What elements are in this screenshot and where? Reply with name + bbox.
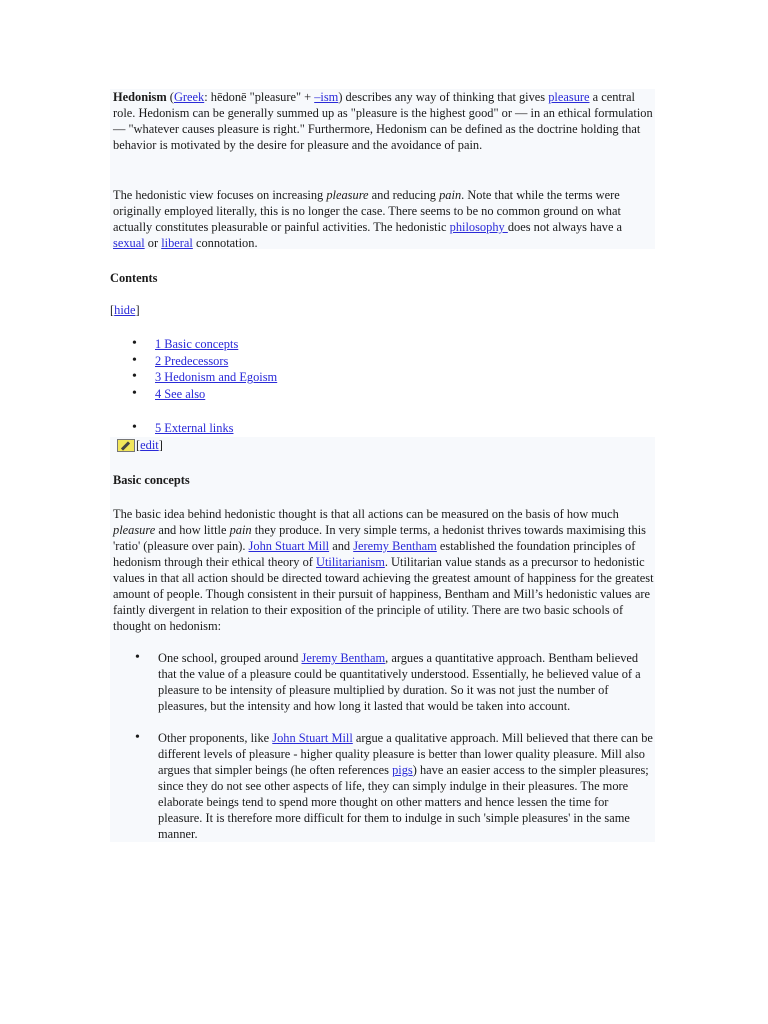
- toc-item: [110, 420, 355, 437]
- toc-link-basic-concepts[interactable]: 1 Basic concepts: [155, 337, 239, 351]
- em-pain: pain: [439, 188, 462, 202]
- hide-link[interactable]: hide: [114, 303, 136, 317]
- text: and: [329, 539, 354, 553]
- text: connotation.: [192, 236, 258, 250]
- text: argue a qualitative approach. Mill believed that there can be different levels of pleasure - higher quality pleasure is better than lower quality pleasure. Mill also argues that simpler beings (he often references: [158, 731, 653, 777]
- section-heading: Basic concepts: [113, 473, 190, 487]
- text: , argues a quantitative approach. Bentham believed that the value of a pleasure could be quantitatively understood. Essentially, he believed value of a pleasure to be intensity of pleasure multiplied by duration. So it was not just the number of pleasures, but the intensity and how long it lasted that would be taken into account.: [158, 651, 641, 713]
- text: The hedonistic view focuses on increasing: [113, 188, 327, 202]
- text: and how little: [155, 523, 230, 537]
- toc-toggle: [110, 302, 140, 318]
- intro-section: [110, 89, 655, 249]
- bracket-close: ]: [158, 438, 163, 452]
- schools-list: [135, 730, 655, 842]
- table-of-contents: [110, 336, 278, 435]
- bracket-open: [: [110, 303, 115, 317]
- text: ) describes any way of thinking that gives: [338, 90, 549, 104]
- text: . Utilitarian value stands as a precursor to hedonistic values in that all action should be directed toward achieving the greatest amount of happiness for the greatest amount of people. Though consistent in their pursuit of happiness, Bentham and Mill’s hedonistic values are faintly divergent in relation to their exposition of the principle of utility. There are two basic schools of thought on hedonism:: [113, 555, 654, 633]
- edit-icon[interactable]: [117, 439, 135, 452]
- list-item: [135, 730, 655, 842]
- toc-link-predecessors[interactable]: 2 Predecessors: [155, 353, 229, 368]
- toc-link-external-links[interactable]: 5 External links: [155, 421, 234, 435]
- link-john-stuart-mill[interactable]: John Stuart Mill: [272, 731, 353, 745]
- text: : hēdonē "pleasure" +: [204, 90, 315, 104]
- intro-paragraph-1: [110, 89, 655, 153]
- basic-concepts-paragraph: [110, 506, 655, 634]
- link-pleasure[interactable]: pleasure: [548, 90, 590, 104]
- list-item: [135, 650, 655, 714]
- bracket-open: [: [136, 438, 141, 452]
- edit-link[interactable]: edit: [140, 438, 159, 452]
- text: ) have an easier access to the simpler pleasures; since they do not see other aspects of life, they can simply indulge in their pleasures. The more elaborate beings tend to spend more thought on other matters and hence lessen the time for pleasure. It is therefore more difficult for them to indulge in such 'simple pleasures' in the same manner.: [158, 763, 649, 841]
- basic-concepts-section: [110, 437, 655, 842]
- toc-item: [110, 369, 277, 386]
- link-utilitarianism[interactable]: Utilitarianism: [316, 555, 385, 569]
- toc-item: [110, 386, 277, 403]
- link-pigs[interactable]: pigs: [392, 763, 413, 777]
- link-philosophy[interactable]: philosophy: [449, 220, 508, 234]
- link-john-stuart-mill[interactable]: John Stuart Mill: [248, 539, 330, 553]
- link-jeremy-bentham[interactable]: Jeremy Bentham: [301, 651, 386, 665]
- toc-item: [110, 336, 277, 353]
- link-jeremy-bentham[interactable]: Jeremy Bentham: [353, 539, 437, 553]
- em-pleasure: pleasure: [326, 188, 369, 202]
- text: One school, grouped around: [158, 651, 302, 665]
- text: they produce. In very simple terms, a hedonist thrives towards maximising this 'ratio' (pleasure over pain).: [113, 523, 646, 553]
- toc-link-hedonism-egoism[interactable]: 3 Hedonism and Egoism: [155, 370, 278, 385]
- em-pain: pain: [229, 523, 252, 537]
- link-liberal[interactable]: liberal: [161, 236, 193, 250]
- toc-link-see-also[interactable]: 4 See also: [155, 386, 206, 401]
- text: (: [166, 90, 174, 104]
- text: a central role. Hedonism can be generally summed up as "pleasure is the highest good" or — in an ethical formulation — "whatever causes pleasure is right." Furthermore, Hedonism can be defined as the doctrine holding that behavior is motivated by the desire for pleasure and the avoidance of pain.: [113, 90, 653, 152]
- text: The basic idea behind hedonistic thought is that all actions can be measured on the basis of how much: [113, 507, 619, 521]
- term-hedonism: Hedonism: [113, 90, 167, 104]
- edit-control: [117, 437, 163, 453]
- contents-title: Contents: [110, 271, 158, 285]
- schools-list: [135, 650, 655, 714]
- text: and reducing: [368, 188, 440, 202]
- text: does not always have a: [507, 220, 623, 234]
- em-pleasure: pleasure: [113, 523, 156, 537]
- text: established the foundation principles of hedonism through their ethical theory of: [113, 539, 636, 569]
- link-ism[interactable]: –ism: [314, 90, 339, 104]
- bracket-close: ]: [135, 303, 140, 317]
- text: or: [144, 236, 162, 250]
- link-sexual[interactable]: sexual: [113, 236, 145, 250]
- toc-item: [110, 353, 277, 370]
- link-greek[interactable]: Greek: [173, 90, 205, 104]
- text: . Note that while the terms were originally employed literally, this is no longer the case. There seems to be no common ground on what actually constitutes pleasurable or painful activities. The hedonistic: [113, 188, 621, 234]
- text: Other proponents, like: [158, 731, 273, 745]
- intro-paragraph-2: [110, 187, 655, 251]
